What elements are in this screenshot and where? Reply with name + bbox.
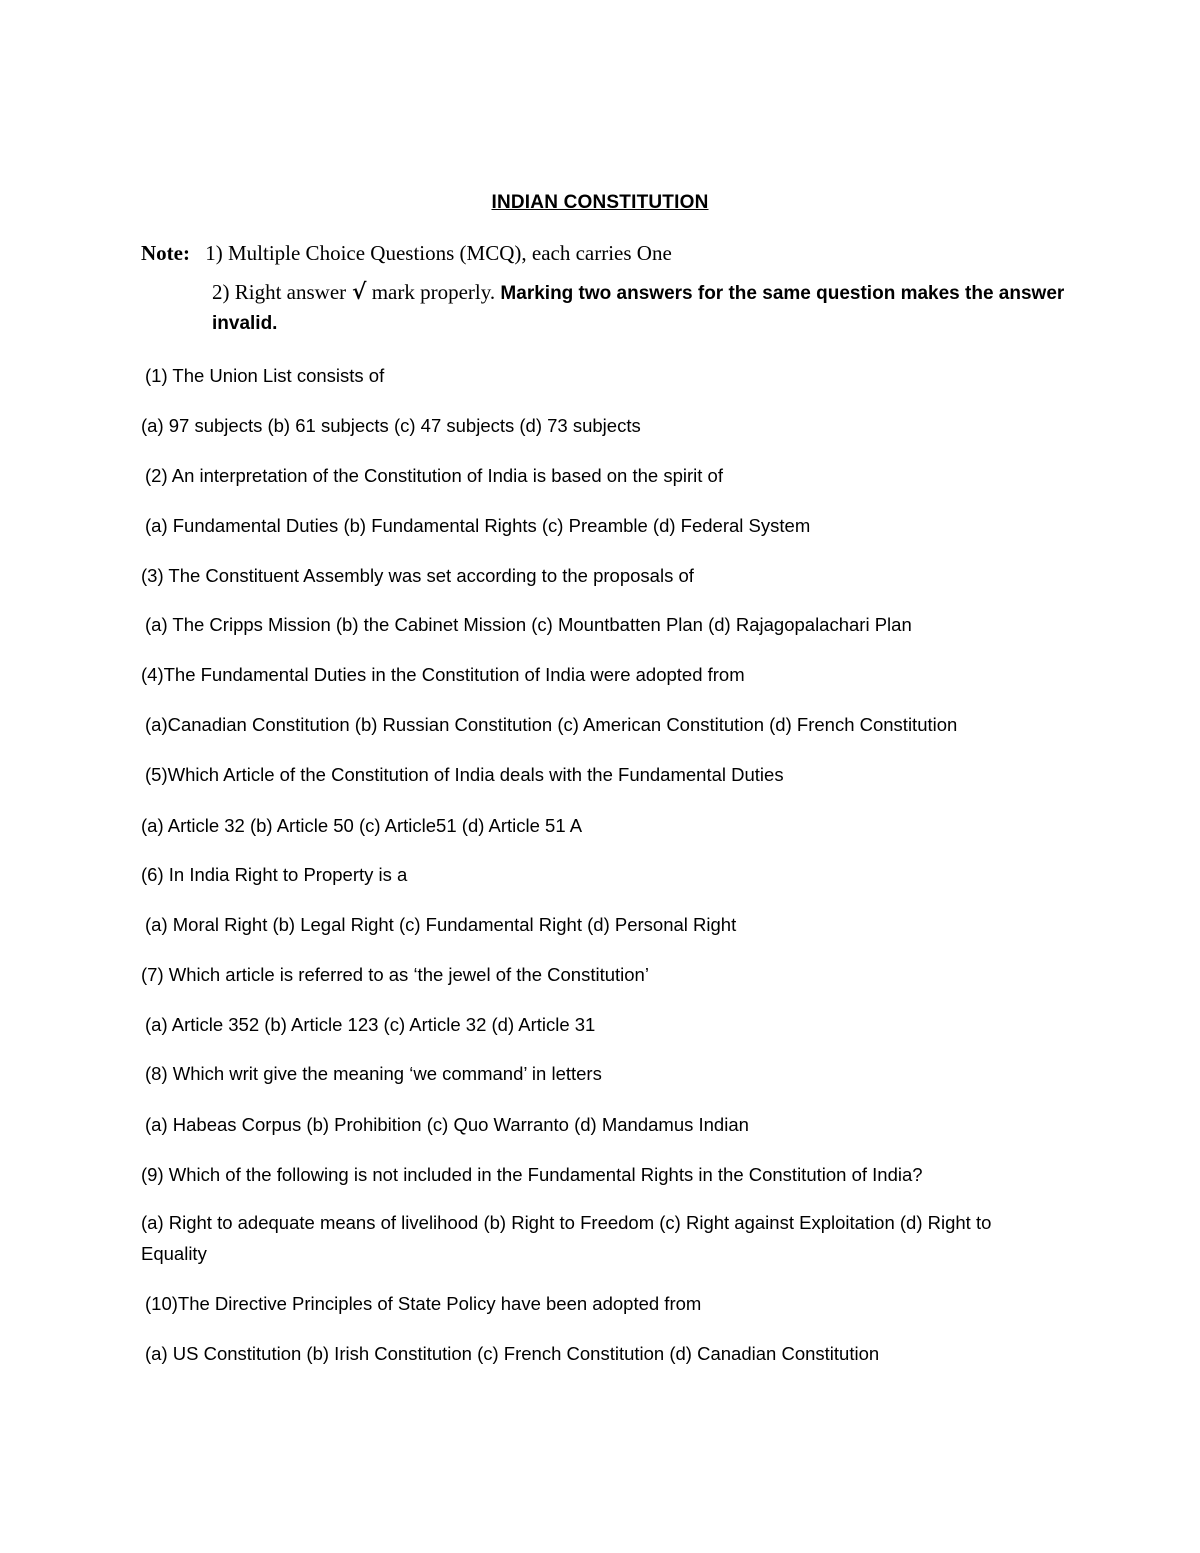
question-2: (2) An interpretation of the Constitution of India is based on the spirit of [145, 465, 723, 486]
note-line-1 [141, 241, 672, 266]
options-3: (a) The Cripps Mission (b) the Cabinet Mission (c) Mountbatten Plan (d) Rajagopalachari Plan [145, 614, 912, 635]
options-9: (a) Right to adequate means of livelihood (b) Right to Freedom (c) Right against Exploitation (d) Right to Equality [141, 1212, 992, 1264]
question-8: (8) Which writ give the meaning ‘we command’ in letters [145, 1063, 602, 1084]
note-instruction-2-warning: Marking two answers for the same question makes the answer invalid. [212, 283, 1065, 334]
page-title: INDIAN CONSTITUTION [491, 192, 709, 213]
note-instruction-2-prefix: 2) Right answer [212, 280, 347, 304]
question-5: (5)Which Article of the Constitution of India deals with the Fundamental Duties [145, 764, 784, 785]
question-6: (6) In India Right to Property is a [141, 864, 408, 885]
question-4: (4)The Fundamental Duties in the Constitution of India were adopted from [141, 664, 745, 685]
question-7: (7) Which article is referred to as ‘the jewel of the Constitution’ [141, 964, 649, 985]
question-3: (3) The Constituent Assembly was set according to the proposals of [141, 565, 694, 586]
question-9: (9) Which of the following is not included in the Fundamental Rights in the Constitution of India? [141, 1164, 923, 1185]
options-7: (a) Article 352 (b) Article 123 (c) Article 32 (d) Article 31 [145, 1014, 596, 1035]
options-10: (a) US Constitution (b) Irish Constitution (c) French Constitution (d) Canadian Constitution [145, 1343, 880, 1364]
options-4: (a)Canadian Constitution (b) Russian Constitution (c) American Constitution (d) French Constitution [145, 714, 958, 735]
note-instruction-2 [212, 278, 1072, 338]
note-instruction-1: 1) Multiple Choice Questions (MCQ), each carries One [205, 241, 672, 265]
question-10: (10)The Directive Principles of State Policy have been adopted from [145, 1293, 702, 1314]
options-1: (a) 97 subjects (b) 61 subjects (c) 47 subjects (d) 73 subjects [141, 415, 641, 436]
checkmark-icon: √ [352, 279, 367, 305]
question-1: (1) The Union List consists of [145, 365, 385, 386]
note-label: Note: [141, 241, 190, 265]
options-2: (a) Fundamental Duties (b) Fundamental Rights (c) Preamble (d) Federal System [145, 515, 811, 536]
note-instruction-2-mid: mark properly. [366, 280, 496, 304]
options-6: (a) Moral Right (b) Legal Right (c) Fundamental Right (d) Personal Right [145, 914, 737, 935]
options-8: (a) Habeas Corpus (b) Prohibition (c) Quo Warranto (d) Mandamus Indian [145, 1114, 749, 1135]
options-5: (a) Article 32 (b) Article 50 (c) Article51 (d) Article 51 A [141, 815, 583, 836]
